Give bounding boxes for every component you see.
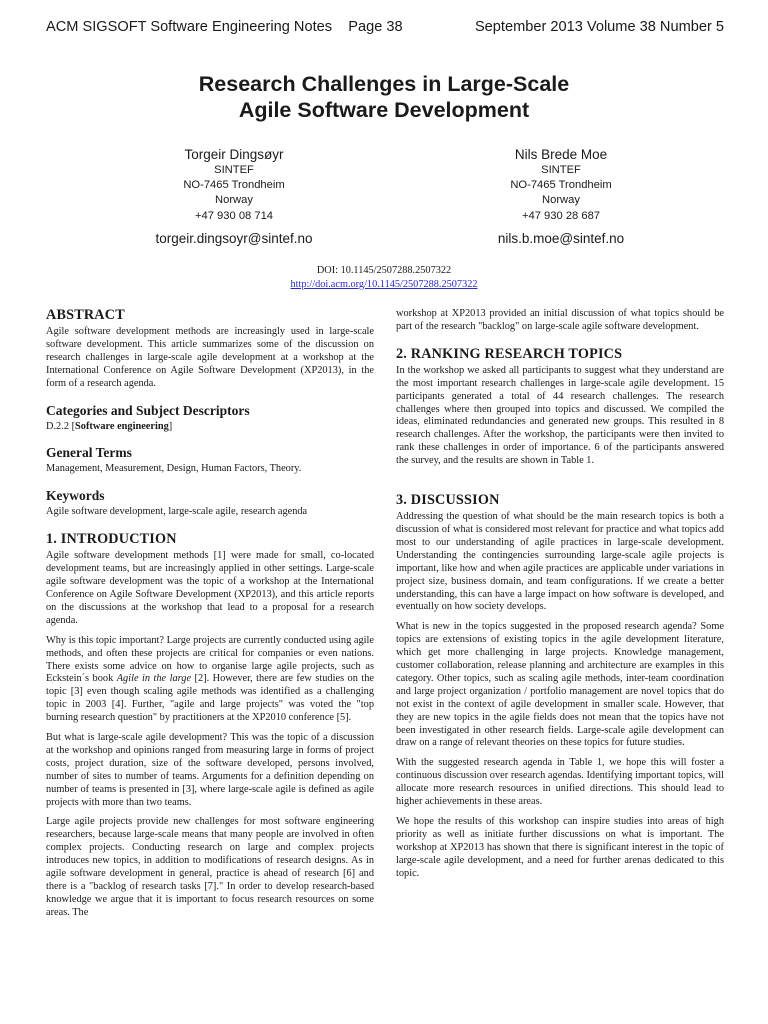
author-name: Nils Brede Moe [514,147,608,162]
author-phone: +47 930 08 714 [194,209,274,222]
header-issue-date: September 2013 Volume 38 Number 5 [474,19,724,35]
author-block-1 [84,146,384,247]
categories-close: ] [168,420,173,432]
right-column [396,308,724,888]
abstract-text: Agile software development methods are increasingly used in large-scale software development. This article summarizes some of the discussion on research challenges in large-scale agile development at a workshop at the International Conference on Agile Software Development (XP2013), in the form of a research agenda. [46,326,374,389]
left-column [46,307,374,927]
discussion-paragraph: Addressing the question of what should be the main research topics is both a discussion of what is considered most relevant for practice and what topics add most to our understanding of agile practices in large-scale development. Understanding the contingencies surrounding large-scale agile projects is important, like how and when agile practices are applicable under variations in project size, business domain, and team configurations. If we create a better understanding, this can have a large impact on how software is developed, and eventually on how society develops. [396,511,724,613]
author-email[interactable]: torgeir.dingsoyr@sintef.no [155,230,313,246]
categories-heading: Categories and Subject Descriptors [46,402,250,418]
introduction-heading: 1. INTRODUCTION [46,531,177,548]
keywords-heading: Keywords [46,488,105,504]
categories-text [46,421,374,434]
introduction-paragraph: Large agile projects provide new challenges for most software engineering researchers, because large-scale means that many people are involved in often complex projects. Conducting research on large and complex projects introduces new topics, in addition to modifications of research designs. As in agile software development in general, practice is ahead of research [6] and there is a "backlog of research tasks [7]." In order to develop research-based knowledge we argue that it is important to focus research resources on some areas. The [46,816,374,918]
author-name: Torgeir Dingsøyr [184,147,284,162]
ranking-paragraph: In the workshop we asked all participants to suggest what they understand are the most important research challenges in large-scale agile development. 15 participants generated a total of 44 research challenges. The research challenges where then grouped into topics and discussed. We compiled the ideas, eliminated redundancies and generated new groups. This resulted in 8 research challenges. After the workshop, the participants were then invited to rank these challenges in order of importance. 6 of the participants answered the survey, and the results are shown in Table 1. [396,364,724,467]
author-country: Norway [215,194,253,207]
categories-descriptor: Software engineering [75,420,169,432]
discussion-paragraph: What is new in the topics suggested in the proposed research agenda? Some topics are extensions of existing topics in the agile development literature, which get more challenging in large projects. Knowledge management, customer collaboration, release planning and architecture are examples in this category. Other topics, such as scaling agile methods, inter-team coordination and large project organization / portfolio management are novel topics that do not exist in the context of agile development in smaller scale. However, that they are new topics in the agile fields does not mean that the topics have not been investigated in other research fields. Large-scale agile development can draw on a range of relevant theories on these topics for future studies. [396,621,724,749]
general-terms-heading: General Terms [46,445,132,461]
title-line-1: Research Challenges in Large-Scale [198,72,570,96]
general-terms-text: Management, Measurement, Design, Human Factors, Theory. [46,463,302,475]
doi-link[interactable]: http://doi.acm.org/10.1145/2507288.2507322 [290,278,478,290]
paragraph-text: [2]. However, there are few studies on the topic [3] even though scaling agile methods was identified as a challenging topic in 2003 [4]. Further, "agile and large projects" was voted the "top burning research question" by practitioners at the XP2010 conference [5]. [46,673,374,724]
author-country: Norway [542,194,580,207]
author-organization: SINTEF [214,164,254,176]
author-block-2 [411,146,711,247]
book-title: Agile in the large [116,673,192,685]
introduction-paragraph: But what is large-scale agile development? This was the topic of a discussion at the workshop and opinions ranged from measuring large in forms of project costs, project duration, size of the software developed, persons involved, number of sites to number of teams. Arguments for a definition depending on number of teams is presented in [3], where large-scale agile is defined as agile projects with more than two teams. [46,732,374,808]
paper-title [0,71,768,123]
author-city: NO-7465 Trondheim [510,179,612,192]
running-header [46,19,724,39]
introduction-continued: workshop at XP2013 provided an initial discussion of what topics should be part of the research "backlog" on large-scale agile software development. [396,308,724,332]
discussion-paragraph: We hope the results of this workshop can inspire studies into areas of high priority as well as initiate further discussions on what is important. The workshop at XP2013 has shown that there is significant interest in the topic of large-scale agile development, and a need for further arenas dedicated to this topic. [396,816,724,879]
abstract-heading: ABSTRACT [46,307,125,323]
categories-code: D.2.2 [ [46,420,76,432]
author-city: NO-7465 Trondheim [183,179,285,192]
discussion-heading: 3. DISCUSSION [396,492,500,509]
header-journal-page: ACM SIGSOFT Software Engineering Notes Page 38 [46,19,403,35]
author-phone: +47 930 28 687 [521,209,601,222]
author-email[interactable]: nils.b.moe@sintef.no [497,230,625,246]
author-organization: SINTEF [541,164,581,176]
discussion-paragraph: With the suggested research agenda in Table 1, we hope this will foster a continuous discussion over research agendas. Identifying important topics, will allocate more research resources in unified directions. This should lead to higher achievements in these areas. [396,757,724,808]
paragraph-text: Why is this topic important? Large projects are currently conducted using agile methods, and often these projects are critical for companies or even nations. There exists some advice on how to organise large agile projects, such as Eckstein´s book [46,634,374,685]
introduction-paragraph [46,635,374,725]
doi-block [0,264,768,291]
title-line-2: Agile Software Development [238,98,530,122]
keywords-text: Agile software development, large-scale agile, research agenda [46,506,308,518]
doi-text: DOI: 10.1145/2507288.2507322 [316,265,452,276]
introduction-paragraph: Agile software development methods [1] were made for small, co-located development teams, but are increasingly applied in other settings. Large-scale agile software development was the topic of a workshop at the International Conference on Agile Software Development (XP2013), and this article reports on the discussions at the workshop that lead to a proposal for a research agenda. [46,550,374,626]
ranking-heading: 2. RANKING RESEARCH TOPICS [396,345,623,362]
